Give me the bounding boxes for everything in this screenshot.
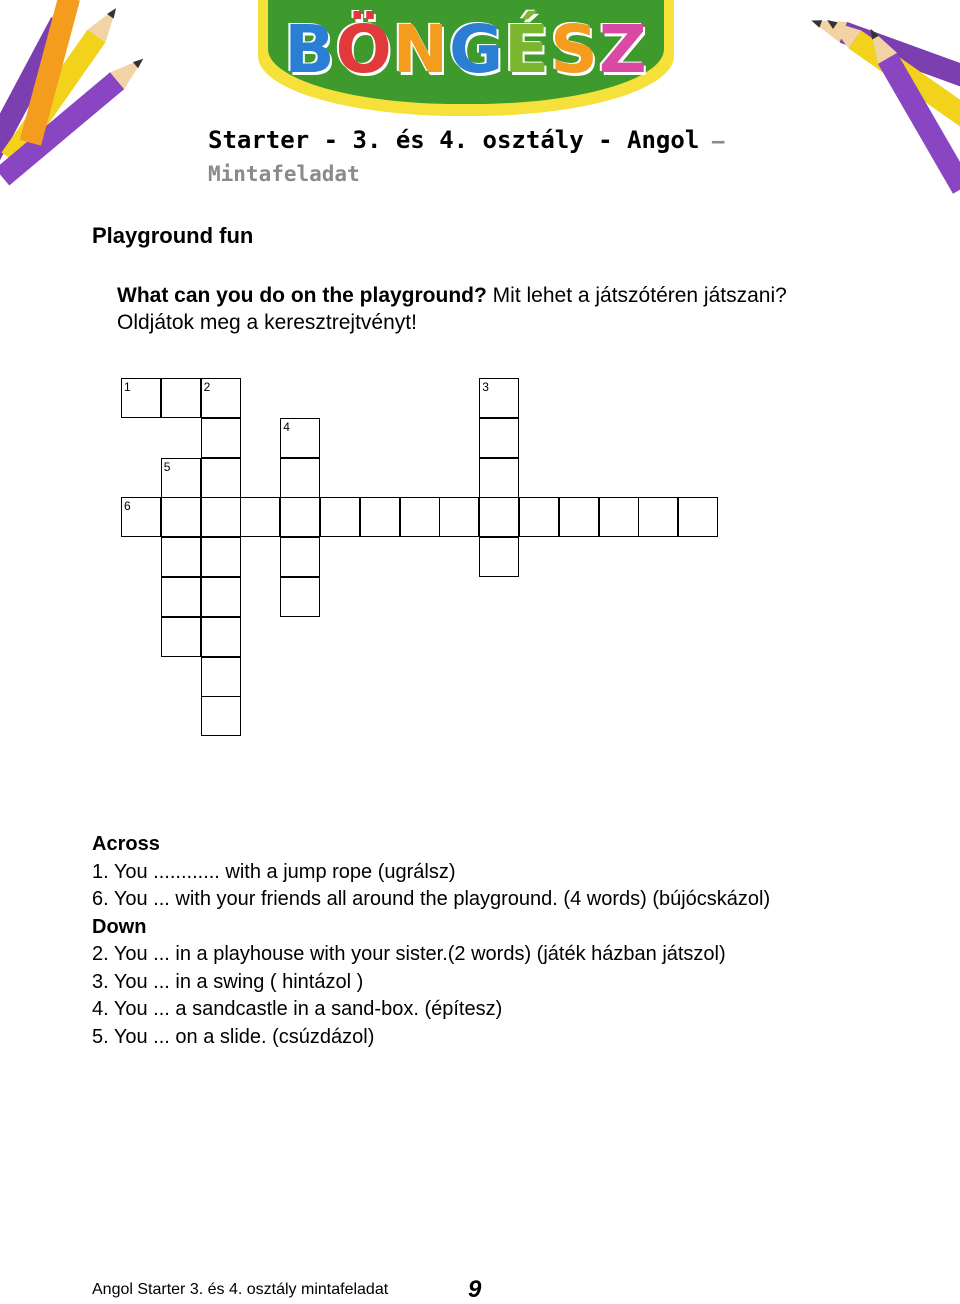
logo-letter: S [550, 11, 599, 88]
logo-letter: G [448, 11, 505, 88]
crossword-cell[interactable] [479, 418, 519, 458]
down-heading: Down [92, 915, 147, 938]
crossword-cell[interactable] [121, 378, 161, 418]
clues-section [92, 831, 872, 1051]
crossword-cell[interactable] [360, 497, 400, 537]
crossword-cell[interactable] [161, 577, 201, 617]
crossword-cell[interactable] [280, 537, 320, 577]
crossword-cell[interactable] [201, 458, 241, 498]
crossword-cell[interactable] [161, 378, 201, 418]
crossword-cell[interactable] [121, 497, 161, 537]
crossword-cell[interactable] [201, 537, 241, 577]
instruction-text: Oldjátok meg a keresztrejtvényt! [117, 311, 417, 334]
logo-letter: Ö [335, 11, 393, 88]
crossword-cell[interactable] [161, 497, 201, 537]
down-clue-3: 3. You ... in a swing ( hintázol ) [92, 970, 364, 993]
crossword-clue-number: 5 [163, 459, 171, 474]
crossword-cell[interactable] [161, 537, 201, 577]
logo-letter: N [392, 11, 449, 88]
crossword-cell[interactable] [240, 497, 280, 537]
page-header [208, 124, 828, 190]
crossword-clue-number: 6 [124, 499, 131, 514]
header-subtitle: Mintafeladat [208, 162, 360, 186]
crossword-cell[interactable] [439, 497, 479, 537]
down-clue-5: 5. You ... on a slide. (csúzdázol) [92, 1025, 375, 1048]
logo-lettering [268, 12, 664, 88]
logo-letter: É [504, 11, 551, 88]
crossword-cell[interactable] [280, 418, 320, 458]
down-clue-4: 4. You ... a sandcastle in a sand-box. (építesz) [92, 998, 503, 1020]
crossword-cell[interactable] [280, 497, 320, 537]
crossword-cell[interactable] [280, 577, 320, 617]
crossword-cell[interactable] [201, 577, 241, 617]
header-dash: – [699, 129, 725, 153]
crossword-cell[interactable] [161, 458, 201, 498]
question-hungarian: Mit lehet a játszótéren játszani? [486, 284, 787, 307]
across-heading: Across [92, 833, 160, 855]
crossword-cell[interactable] [280, 458, 320, 498]
crossword-clue-number: 1 [124, 380, 131, 394]
page-number: 9 [468, 1276, 482, 1303]
crossword-cell[interactable] [678, 497, 718, 537]
logo-letter: Z [598, 11, 648, 88]
crossword-cell[interactable] [201, 418, 241, 458]
crossword-cell[interactable] [559, 497, 599, 537]
crossword-cell[interactable] [201, 657, 241, 697]
crossword-cell[interactable] [320, 497, 360, 537]
crossword-cell[interactable] [638, 497, 678, 537]
question-english: What can you do on the playground? [117, 284, 487, 307]
crossword-cell[interactable] [519, 497, 559, 537]
header-title: Starter - 3. és 4. osztály - Angol [208, 126, 700, 154]
bongesz-logo [258, 0, 674, 116]
crossword-cell[interactable] [479, 378, 519, 418]
crossword-cell[interactable] [479, 458, 519, 498]
footer-text: Angol Starter 3. és 4. osztály mintafeladat [92, 1281, 389, 1298]
crossword-cell[interactable] [479, 537, 519, 577]
down-clue-2: 2. You ... in a playhouse with your sister.(2 words) (játék házban játszol) [92, 943, 726, 965]
crossword-cell[interactable] [161, 617, 201, 657]
across-clue-6: 6. You ... with your friends all around the playground. (4 words) (bújócskázol) [92, 888, 771, 910]
crossword-cell[interactable] [201, 497, 241, 537]
logo-letter: B [284, 11, 336, 88]
across-clue-1: 1. You ............ with a jump rope (ugrálsz) [92, 860, 456, 883]
crossword-cell[interactable] [201, 617, 241, 657]
crossword-clue-number: 4 [283, 419, 290, 434]
crossword-cell[interactable] [479, 497, 519, 537]
crossword-clue-number: 3 [482, 380, 489, 394]
crossword-cell[interactable] [599, 497, 639, 537]
crossword-cell[interactable] [201, 696, 241, 736]
section-title: Playground fun [92, 223, 254, 248]
crossword-cell[interactable] [201, 378, 241, 418]
task-instructions [117, 282, 877, 336]
crossword-clue-number: 2 [203, 380, 211, 394]
crossword-cell[interactable] [400, 497, 440, 537]
